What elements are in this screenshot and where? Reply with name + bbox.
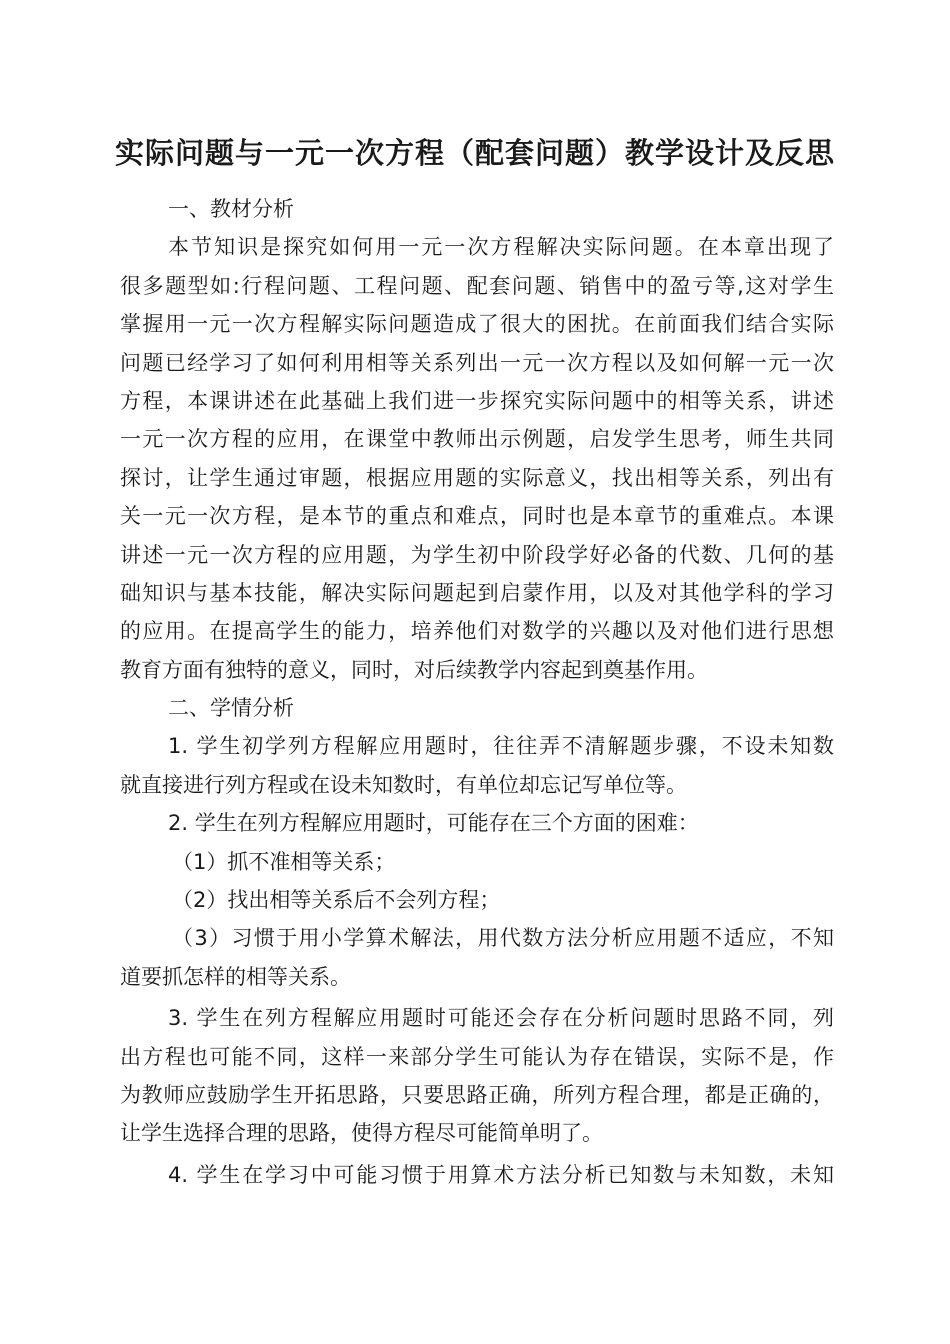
paragraph-line: 关一元一次方程，是本节的重点和难点，同时也是本章节的重难点。本课: [120, 504, 834, 529]
paragraph-line: 问题已经学习了如何利用相等关系列出一元一次方程以及如何解一元一次: [120, 350, 834, 375]
sub-item-3: （3）习惯于用小学算术解法，用代数方法分析应用题不适应，不知: [172, 926, 834, 951]
paragraph-line: 一元一次方程的应用，在课堂中教师出示例题，启发学生思考，师生共同: [120, 427, 834, 452]
sub-item-2: （2）找出相等关系后不会列方程；: [172, 888, 501, 913]
paragraph-line: 础知识与基本技能，解决实际问题起到启蒙作用，以及对其他学科的学习: [120, 580, 834, 605]
list-item-1-continued: 就直接进行列方程或在设未知数时，有单位却忘记写单位等。: [120, 772, 687, 797]
paragraph-line: 掌握用一元一次方程解实际问题造成了很大的困扰。在前面我们结合实际: [120, 312, 834, 337]
paragraph-line: 探讨，让学生通过审题，根据应用题的实际意义，找出相等关系，列出有: [120, 465, 834, 490]
paragraph-line: 教育方面有独特的意义，同时，对后续教学内容起到奠基作用。: [120, 657, 708, 682]
section-heading-learning-analysis: 二、学情分析: [168, 696, 294, 721]
list-item-3-continued: 为教师应鼓励学生开拓思路，只要思路正确，所列方程合理，都是正确的，: [120, 1082, 834, 1107]
list-item-3-continued: 让学生选择合理的思路，使得方程尽可能简单明了。: [120, 1121, 603, 1146]
paragraph-line: 方程，本课讲述在此基础上我们进一步探究实际问题中的相等关系，讲述: [120, 388, 834, 413]
paragraph-line: 的应用。在提高学生的能力，培养他们对数学的兴趣以及对他们进行思想: [120, 619, 834, 644]
sub-item-3-continued: 道要抓怎样的相等关系。: [120, 964, 351, 989]
document-title: 实际问题与一元一次方程（配套问题）教学设计及反思: [114, 136, 835, 170]
document-body: [120, 190, 834, 1194]
list-item-4: 4. 学生在学习中可能习惯于用算术方法分析已知数与未知数，未知: [168, 1162, 834, 1187]
paragraph-line: 很多题型如:行程问题、工程问题、配套问题、销售中的盈亏等,这对学生: [120, 273, 834, 298]
paragraph-line: 讲述一元一次方程的应用题，为学生初中阶段学好必备的代数、几何的基: [120, 542, 834, 567]
list-item-2: 2. 学生在列方程解应用题时，可能存在三个方面的困难：: [168, 811, 699, 836]
list-item-3-continued: 出方程也可能不同，这样一来部分学生可能认为存在错误，实际不是，作: [120, 1044, 834, 1069]
section-heading-textbook-analysis: 一、教材分析: [168, 197, 294, 221]
list-item-1: 1. 学生初学列方程解应用题时，往往弄不清解题步骤，不设未知数: [168, 734, 834, 759]
list-item-3: 3. 学生在列方程解应用题时可能还会存在分析问题时思路不同，列: [168, 1006, 834, 1031]
sub-item-1: （1）抓不准相等关系；: [172, 849, 396, 874]
paragraph-line: 本节知识是探究如何用一元一次方程解决实际问题。在本章出现了: [168, 235, 834, 260]
